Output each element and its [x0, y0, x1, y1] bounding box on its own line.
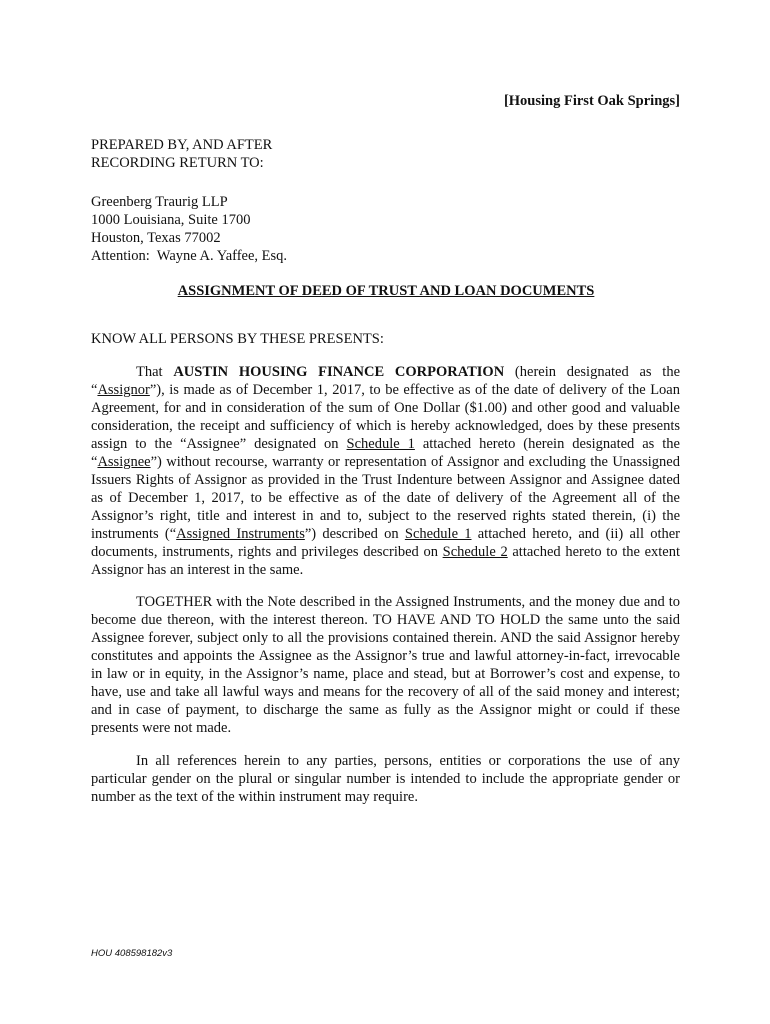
p1-text: (herein designated as the “ [91, 364, 681, 398]
p1-text: ”) without recourse, warranty or representation of Assignor and excluding the Unassigned Issuers Rights of Assignor as provided in the Trust Indenture between Assignor and Assignee dated as of December 1, 2017, to be effective as of the date of delivery of the Agreement all of the Assignor’s right, title and interest in and to, subject to the reserved rights stated therein, (i) the instruments (“ [91, 454, 680, 542]
paragraph-references: In all references herein to any parties, persons, entities or corporations the use of any particular gender on the plural or singular number is intended to include the appropriate gender or number as the text of the within instrument may require. [91, 753, 680, 805]
assigned-instruments-defined-term: Assigned Instruments [176, 526, 305, 542]
p1-text: ”) described on [304, 526, 405, 542]
return-address-block [91, 193, 681, 265]
p1-text: attached hereto to the extent Assignor has an interest in the same. [91, 544, 681, 578]
salutation: KNOW ALL PERSONS BY THESE PRESENTS: [91, 331, 384, 347]
schedule-2-reference: Schedule 2 [442, 544, 508, 560]
prepared-by-line-1: PREPARED BY, AND AFTER [91, 137, 273, 153]
assignor-party-name: AUSTIN HOUSING FINANCE CORPORATION [173, 364, 505, 380]
schedule-1-reference: Schedule 1 [404, 526, 472, 542]
p1-text: attached hereto (herein designated as the “ [91, 436, 680, 470]
document-title: ASSIGNMENT OF DEED OF TRUST AND LOAN DOCUMENTS [177, 283, 595, 299]
paragraph-assignment [91, 363, 680, 579]
p1-text: ”), is made as of December 1, 2017, to be effective as of the date of delivery of the Loan Agreement, for and in consideration of the sum of One Dollar ($1.00) and other good and valuable consideration, the receipt and sufficiency of which is hereby acknowledged, does by these presents assign to the “Assignee” designated on [91, 382, 680, 452]
assignee-defined-term: Assignee [97, 454, 151, 470]
project-tag: [Housing First Oak Springs] [503, 93, 680, 109]
document-id-footer: HOU 408598182v3 [91, 948, 173, 959]
p1-text: That [136, 364, 174, 380]
prepared-by-block [91, 136, 681, 172]
attention-line: Attention: Wayne A. Yaffee, Esq. [91, 248, 288, 264]
street-address: 1000 Louisiana, Suite 1700 [91, 212, 251, 228]
schedule-1-reference: Schedule 1 [346, 436, 415, 452]
assignor-defined-term: Assignor [97, 382, 150, 398]
city-state-zip: Houston, Texas 77002 [91, 230, 221, 246]
firm-name: Greenberg Traurig LLP [91, 194, 228, 210]
prepared-by-line-2: RECORDING RETURN TO: [91, 155, 264, 171]
paragraph-together: TOGETHER with the Note described in the Assigned Instruments, and the money due and to become due thereon, with the interest thereon. TO HAVE AND TO HOLD the same unto the said Assignee forever, subject only to all the provisions contained therein. AND the said Assignor hereby constitutes and appoints the Assignee as the Assignor’s true and lawful attorney-in-fact, irrevocable in law or in equity, in the Assignor’s name, place and stead, but at Borrower’s cost and expense, to have, use and take all lawful ways and means for the recovery of all of the said money and interest; and in case of payment, to discharge the same as fully as the Assignor might or could if these presents were not made. [91, 594, 680, 736]
p1-text: attached hereto, and (ii) all other documents, instruments, rights and privileges described on [91, 526, 681, 560]
